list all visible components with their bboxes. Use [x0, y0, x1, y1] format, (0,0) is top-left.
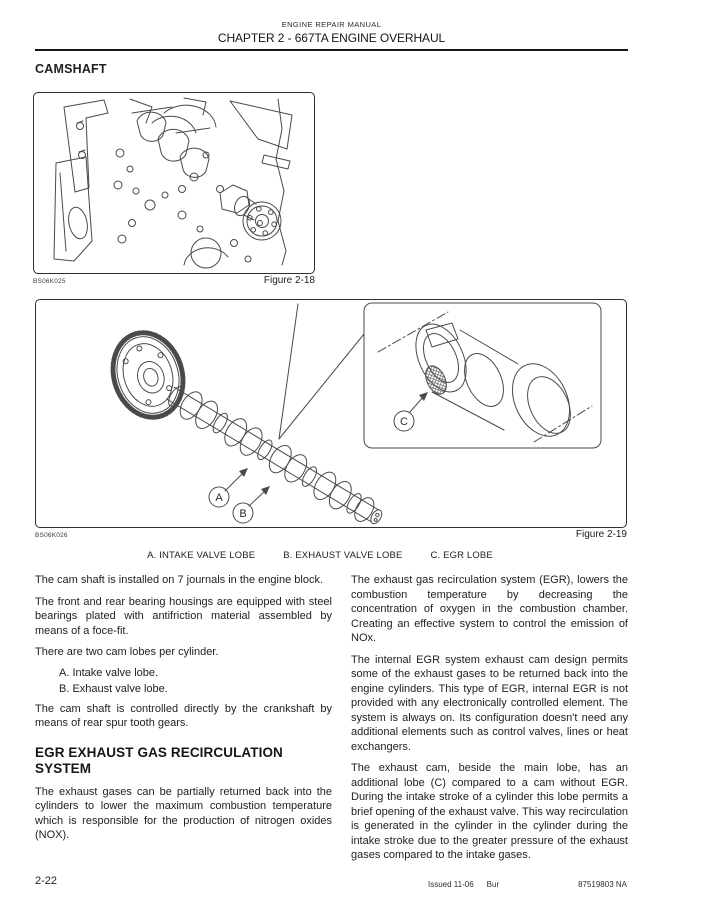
document-number: 87519803 NA	[578, 880, 627, 889]
camshaft-shaft	[163, 380, 388, 525]
figure-2-19-key	[35, 550, 605, 561]
key-egr-lobe: C. EGR LOBE	[430, 550, 493, 561]
paragraph: The exhaust gas recirculation system (EGR), lowers the combustion temperature by decreasing the concentration of oxygen in the combustion chamber. Creating an effective system to control the emission of NOx.	[351, 574, 628, 644]
page-header	[35, 20, 628, 51]
callout-c-label: C	[400, 416, 408, 428]
paragraph: The internal EGR system exhaust cam design permits some of the exhaust gases to be returned back into the engine cylinders. This type of EGR, internal EGR is not provided with any electronically controlled element. The system is always on. Its configuration doesn't need any additional elements such as control valves, lines or heat exchangers.	[351, 653, 628, 753]
figure-2-19-code: BS06K026	[35, 532, 68, 539]
paragraph: The cam shaft is controlled directly by the crankshaft by means of rear spur tooth gears.	[35, 702, 332, 729]
figure-2-18	[33, 92, 315, 286]
egr-lobe-hatch	[422, 363, 451, 398]
section-title-camshaft: CAMSHAFT	[35, 62, 107, 76]
key-intake-valve-lobe: A. INTAKE VALVE LOBE	[147, 550, 256, 561]
issued-date: Issued 11-06	[428, 880, 474, 889]
camshaft-nose	[220, 185, 281, 240]
paragraph: There are two cam lobes per cylinder.	[35, 646, 219, 658]
paragraph: The exhaust gases can be partially returned back into the cylinders to lower the maximum combustion temperature which is responsible for the production of nitrogen oxides (NOX).	[35, 785, 332, 841]
cam-lobe-list	[35, 665, 332, 697]
callout-a-label: A	[215, 492, 223, 504]
engine-block-drawing	[34, 93, 314, 271]
figure-2-18-frame	[33, 92, 315, 274]
camshaft-flange	[243, 202, 281, 240]
paragraph: The exhaust cam, beside the main lobe, has an additional lobe (C) compared to a cam without EGR. During the intake stroke of a cylinder this lobe permits a brief opening of the exhaust valve. This way recirculation is generated in the cylinder in the cylinder during the intake stroke due to the greater pressure of the exhaust gases compared to the intake gases.	[351, 762, 628, 861]
footer-issued	[428, 880, 499, 889]
figure-2-19	[35, 299, 627, 540]
right-column	[351, 573, 628, 870]
chapter-title: CHAPTER 2 - 667TA ENGINE OVERHAUL	[217, 31, 446, 45]
egr-section-heading: EGR EXHAUST GAS RECIRCULATION SYSTEM	[35, 744, 283, 776]
left-column	[35, 573, 332, 850]
camshaft-drawing	[36, 300, 626, 525]
figure-2-18-label: Figure 2-18	[263, 275, 315, 286]
issued-revisor: Bur	[486, 880, 500, 889]
figure-2-19-frame	[35, 299, 627, 528]
callout-b-label: B	[239, 508, 247, 520]
inset-pointer-lines	[279, 304, 364, 439]
paragraph: The front and rear bearing housings are equipped with steel bearings plated with antifriction material assembled by means of a foce-fit.	[35, 595, 332, 637]
page-number: 2-22	[35, 875, 58, 887]
manual-title: ENGINE REPAIR MANUAL	[281, 20, 382, 29]
paragraph: The cam shaft is installed on 7 journals in the engine block.	[35, 574, 323, 586]
list-item: A. Intake valve lobe.	[59, 666, 159, 679]
list-item: B. Exhaust valve lobe.	[59, 682, 168, 695]
key-exhaust-valve-lobe: B. EXHAUST VALVE LOBE	[283, 550, 403, 561]
figure-2-18-code: BS06K025	[33, 278, 66, 285]
figure-2-19-label: Figure 2-19	[575, 529, 627, 540]
header-rule	[35, 49, 628, 51]
